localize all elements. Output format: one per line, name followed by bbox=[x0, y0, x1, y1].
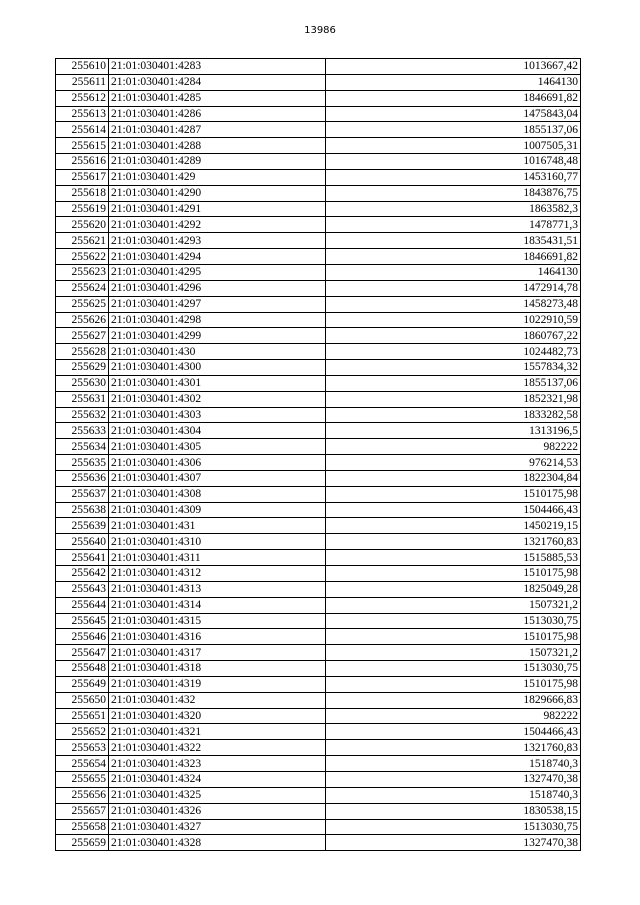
cadastral-number-cell: 21:01:030401:432 bbox=[109, 692, 326, 708]
cadastral-value-cell: 1024482,73 bbox=[326, 344, 581, 360]
row-number-cell: 255644 bbox=[56, 597, 109, 613]
row-number-cell: 255658 bbox=[56, 819, 109, 835]
cadastral-value-cell: 1327470,38 bbox=[326, 835, 581, 851]
cadastral-value-cell: 1321760,83 bbox=[326, 740, 581, 756]
cadastral-value-cell: 1515885,53 bbox=[326, 550, 581, 566]
row-number-cell: 255638 bbox=[56, 502, 109, 518]
cadastral-number-cell: 21:01:030401:4283 bbox=[109, 59, 326, 75]
table-row bbox=[56, 803, 581, 819]
row-number-cell: 255617 bbox=[56, 169, 109, 185]
cadastral-number-cell: 21:01:030401:4322 bbox=[109, 740, 326, 756]
table-row bbox=[56, 518, 581, 534]
table-row bbox=[56, 154, 581, 170]
table-row bbox=[56, 756, 581, 772]
cadastral-value-cell: 982222 bbox=[326, 439, 581, 455]
page-number: 13986 bbox=[304, 25, 336, 36]
table-row bbox=[56, 708, 581, 724]
row-number-cell: 255656 bbox=[56, 787, 109, 803]
table-row bbox=[56, 138, 581, 154]
row-number-cell: 255642 bbox=[56, 566, 109, 582]
cadastral-number-cell: 21:01:030401:429 bbox=[109, 169, 326, 185]
row-number-cell: 255635 bbox=[56, 455, 109, 471]
cadastral-number-cell: 21:01:030401:4326 bbox=[109, 803, 326, 819]
cadastral-value-cell: 1846691,82 bbox=[326, 249, 581, 265]
table-row bbox=[56, 280, 581, 296]
cadastral-number-cell: 21:01:030401:4320 bbox=[109, 708, 326, 724]
cadastral-value-table bbox=[55, 58, 581, 851]
cadastral-value-cell: 1863582,3 bbox=[326, 201, 581, 217]
cadastral-number-cell: 21:01:030401:4323 bbox=[109, 756, 326, 772]
cadastral-number-cell: 21:01:030401:4301 bbox=[109, 375, 326, 391]
table-row bbox=[56, 407, 581, 423]
cadastral-number-cell: 21:01:030401:4287 bbox=[109, 122, 326, 138]
table-row bbox=[56, 502, 581, 518]
cadastral-value-cell: 976214,53 bbox=[326, 455, 581, 471]
cadastral-value-cell: 1510175,98 bbox=[326, 629, 581, 645]
cadastral-number-cell: 21:01:030401:4325 bbox=[109, 787, 326, 803]
table-row bbox=[56, 486, 581, 502]
row-number-cell: 255622 bbox=[56, 249, 109, 265]
cadastral-value-cell: 1504466,43 bbox=[326, 724, 581, 740]
cadastral-number-cell: 21:01:030401:4284 bbox=[109, 74, 326, 90]
row-number-cell: 255623 bbox=[56, 264, 109, 280]
row-number-cell: 255632 bbox=[56, 407, 109, 423]
cadastral-number-cell: 21:01:030401:4308 bbox=[109, 486, 326, 502]
table-row bbox=[56, 106, 581, 122]
cadastral-value-cell: 1855137,06 bbox=[326, 122, 581, 138]
table-row bbox=[56, 185, 581, 201]
row-number-cell: 255625 bbox=[56, 296, 109, 312]
cadastral-number-cell: 21:01:030401:4321 bbox=[109, 724, 326, 740]
cadastral-value-cell: 1846691,82 bbox=[326, 90, 581, 106]
cadastral-number-cell: 21:01:030401:4313 bbox=[109, 581, 326, 597]
cadastral-value-cell: 1829666,83 bbox=[326, 692, 581, 708]
cadastral-number-cell: 21:01:030401:4286 bbox=[109, 106, 326, 122]
row-number-cell: 255631 bbox=[56, 391, 109, 407]
cadastral-number-cell: 21:01:030401:4295 bbox=[109, 264, 326, 280]
cadastral-value-cell: 1518740,3 bbox=[326, 787, 581, 803]
table-row bbox=[56, 233, 581, 249]
table-row bbox=[56, 201, 581, 217]
cadastral-number-cell: 21:01:030401:4324 bbox=[109, 771, 326, 787]
row-number-cell: 255637 bbox=[56, 486, 109, 502]
cadastral-number-cell: 21:01:030401:4327 bbox=[109, 819, 326, 835]
table-row bbox=[56, 169, 581, 185]
table-row bbox=[56, 423, 581, 439]
table-row bbox=[56, 59, 581, 75]
row-number-cell: 255619 bbox=[56, 201, 109, 217]
cadastral-value-cell: 1557834,32 bbox=[326, 360, 581, 376]
cadastral-number-cell: 21:01:030401:4315 bbox=[109, 613, 326, 629]
row-number-cell: 255650 bbox=[56, 692, 109, 708]
row-number-cell: 255626 bbox=[56, 312, 109, 328]
cadastral-value-cell: 1510175,98 bbox=[326, 676, 581, 692]
row-number-cell: 255611 bbox=[56, 74, 109, 90]
cadastral-number-cell: 21:01:030401:4289 bbox=[109, 154, 326, 170]
table-row bbox=[56, 550, 581, 566]
cadastral-number-cell: 21:01:030401:4314 bbox=[109, 597, 326, 613]
table-row bbox=[56, 835, 581, 851]
cadastral-number-cell: 21:01:030401:4298 bbox=[109, 312, 326, 328]
cadastral-value-cell: 1513030,75 bbox=[326, 613, 581, 629]
cadastral-number-cell: 21:01:030401:4303 bbox=[109, 407, 326, 423]
cadastral-value-cell: 1022910,59 bbox=[326, 312, 581, 328]
cadastral-number-cell: 21:01:030401:4316 bbox=[109, 629, 326, 645]
cadastral-value-cell: 1458273,48 bbox=[326, 296, 581, 312]
cadastral-number-cell: 21:01:030401:4311 bbox=[109, 550, 326, 566]
cadastral-value-cell: 1507321,2 bbox=[326, 645, 581, 661]
cadastral-value-cell: 1510175,98 bbox=[326, 566, 581, 582]
row-number-cell: 255615 bbox=[56, 138, 109, 154]
cadastral-value-cell: 1513030,75 bbox=[326, 661, 581, 677]
cadastral-number-cell: 21:01:030401:4297 bbox=[109, 296, 326, 312]
row-number-cell: 255647 bbox=[56, 645, 109, 661]
cadastral-value-cell: 1475843,04 bbox=[326, 106, 581, 122]
table-row bbox=[56, 724, 581, 740]
cadastral-number-cell: 21:01:030401:4306 bbox=[109, 455, 326, 471]
cadastral-number-cell: 21:01:030401:4290 bbox=[109, 185, 326, 201]
cadastral-value-cell: 1843876,75 bbox=[326, 185, 581, 201]
table-row bbox=[56, 787, 581, 803]
table-row bbox=[56, 676, 581, 692]
row-number-cell: 255629 bbox=[56, 360, 109, 376]
row-number-cell: 255639 bbox=[56, 518, 109, 534]
cadastral-number-cell: 21:01:030401:4304 bbox=[109, 423, 326, 439]
table-row bbox=[56, 391, 581, 407]
row-number-cell: 255634 bbox=[56, 439, 109, 455]
cadastral-number-cell: 21:01:030401:4318 bbox=[109, 661, 326, 677]
cadastral-value-cell: 1478771,3 bbox=[326, 217, 581, 233]
row-number-cell: 255657 bbox=[56, 803, 109, 819]
table-row bbox=[56, 771, 581, 787]
table-row bbox=[56, 581, 581, 597]
table-row bbox=[56, 439, 581, 455]
cadastral-value-cell: 1327470,38 bbox=[326, 771, 581, 787]
cadastral-number-cell: 21:01:030401:4293 bbox=[109, 233, 326, 249]
table-row bbox=[56, 455, 581, 471]
row-number-cell: 255651 bbox=[56, 708, 109, 724]
cadastral-value-cell: 1513030,75 bbox=[326, 819, 581, 835]
cadastral-value-cell: 1507321,2 bbox=[326, 597, 581, 613]
cadastral-number-cell: 21:01:030401:431 bbox=[109, 518, 326, 534]
cadastral-value-cell: 1013667,42 bbox=[326, 59, 581, 75]
table-row bbox=[56, 566, 581, 582]
table-row bbox=[56, 375, 581, 391]
table-row bbox=[56, 74, 581, 90]
cadastral-value-cell: 1453160,77 bbox=[326, 169, 581, 185]
cadastral-number-cell: 21:01:030401:4300 bbox=[109, 360, 326, 376]
row-number-cell: 255646 bbox=[56, 629, 109, 645]
cadastral-value-cell: 1464130 bbox=[326, 74, 581, 90]
table-row bbox=[56, 661, 581, 677]
cadastral-value-cell: 1833282,58 bbox=[326, 407, 581, 423]
row-number-cell: 255621 bbox=[56, 233, 109, 249]
row-number-cell: 255645 bbox=[56, 613, 109, 629]
row-number-cell: 255655 bbox=[56, 771, 109, 787]
cadastral-value-cell: 1504466,43 bbox=[326, 502, 581, 518]
row-number-cell: 255628 bbox=[56, 344, 109, 360]
table-row bbox=[56, 296, 581, 312]
cadastral-value-cell: 1855137,06 bbox=[326, 375, 581, 391]
cadastral-number-cell: 21:01:030401:4296 bbox=[109, 280, 326, 296]
table-row bbox=[56, 90, 581, 106]
cadastral-number-cell: 21:01:030401:4285 bbox=[109, 90, 326, 106]
table-row bbox=[56, 249, 581, 265]
row-number-cell: 255643 bbox=[56, 581, 109, 597]
cadastral-number-cell: 21:01:030401:4288 bbox=[109, 138, 326, 154]
cadastral-value-cell: 1822304,84 bbox=[326, 470, 581, 486]
table-row bbox=[56, 360, 581, 376]
table-row bbox=[56, 470, 581, 486]
table-row bbox=[56, 122, 581, 138]
table-row bbox=[56, 692, 581, 708]
cadastral-number-cell: 21:01:030401:4328 bbox=[109, 835, 326, 851]
cadastral-value-cell: 1472914,78 bbox=[326, 280, 581, 296]
row-number-cell: 255612 bbox=[56, 90, 109, 106]
row-number-cell: 255610 bbox=[56, 59, 109, 75]
cadastral-number-cell: 21:01:030401:4307 bbox=[109, 470, 326, 486]
cadastral-value-cell: 1510175,98 bbox=[326, 486, 581, 502]
cadastral-number-cell: 21:01:030401:4294 bbox=[109, 249, 326, 265]
row-number-cell: 255616 bbox=[56, 154, 109, 170]
cadastral-value-cell: 1016748,48 bbox=[326, 154, 581, 170]
row-number-cell: 255649 bbox=[56, 676, 109, 692]
row-number-cell: 255653 bbox=[56, 740, 109, 756]
cadastral-number-cell: 21:01:030401:430 bbox=[109, 344, 326, 360]
row-number-cell: 255624 bbox=[56, 280, 109, 296]
table-body bbox=[56, 59, 581, 851]
cadastral-value-cell: 1830538,15 bbox=[326, 803, 581, 819]
table-row bbox=[56, 819, 581, 835]
table-row bbox=[56, 613, 581, 629]
row-number-cell: 255640 bbox=[56, 534, 109, 550]
table-row bbox=[56, 534, 581, 550]
cadastral-value-cell: 1852321,98 bbox=[326, 391, 581, 407]
cadastral-number-cell: 21:01:030401:4299 bbox=[109, 328, 326, 344]
table-row bbox=[56, 264, 581, 280]
table-row bbox=[56, 217, 581, 233]
cadastral-value-cell: 1464130 bbox=[326, 264, 581, 280]
cadastral-value-cell: 1313196,5 bbox=[326, 423, 581, 439]
row-number-cell: 255659 bbox=[56, 835, 109, 851]
cadastral-number-cell: 21:01:030401:4305 bbox=[109, 439, 326, 455]
row-number-cell: 255630 bbox=[56, 375, 109, 391]
table-row bbox=[56, 312, 581, 328]
table-row bbox=[56, 597, 581, 613]
row-number-cell: 255613 bbox=[56, 106, 109, 122]
row-number-cell: 255614 bbox=[56, 122, 109, 138]
row-number-cell: 255652 bbox=[56, 724, 109, 740]
table-row bbox=[56, 629, 581, 645]
cadastral-value-cell: 982222 bbox=[326, 708, 581, 724]
row-number-cell: 255620 bbox=[56, 217, 109, 233]
cadastral-value-cell: 1007505,31 bbox=[326, 138, 581, 154]
cadastral-number-cell: 21:01:030401:4312 bbox=[109, 566, 326, 582]
cadastral-number-cell: 21:01:030401:4310 bbox=[109, 534, 326, 550]
cadastral-number-cell: 21:01:030401:4291 bbox=[109, 201, 326, 217]
cadastral-value-cell: 1450219,15 bbox=[326, 518, 581, 534]
table-row bbox=[56, 645, 581, 661]
cadastral-number-cell: 21:01:030401:4302 bbox=[109, 391, 326, 407]
cadastral-value-cell: 1860767,22 bbox=[326, 328, 581, 344]
row-number-cell: 255618 bbox=[56, 185, 109, 201]
cadastral-value-cell: 1835431,51 bbox=[326, 233, 581, 249]
row-number-cell: 255641 bbox=[56, 550, 109, 566]
row-number-cell: 255654 bbox=[56, 756, 109, 772]
table-row bbox=[56, 740, 581, 756]
table-row bbox=[56, 328, 581, 344]
row-number-cell: 255633 bbox=[56, 423, 109, 439]
table-row bbox=[56, 344, 581, 360]
cadastral-number-cell: 21:01:030401:4292 bbox=[109, 217, 326, 233]
cadastral-number-cell: 21:01:030401:4319 bbox=[109, 676, 326, 692]
cadastral-value-cell: 1825049,28 bbox=[326, 581, 581, 597]
cadastral-value-cell: 1518740,3 bbox=[326, 756, 581, 772]
row-number-cell: 255627 bbox=[56, 328, 109, 344]
cadastral-number-cell: 21:01:030401:4317 bbox=[109, 645, 326, 661]
row-number-cell: 255648 bbox=[56, 661, 109, 677]
cadastral-value-cell: 1321760,83 bbox=[326, 534, 581, 550]
row-number-cell: 255636 bbox=[56, 470, 109, 486]
cadastral-number-cell: 21:01:030401:4309 bbox=[109, 502, 326, 518]
